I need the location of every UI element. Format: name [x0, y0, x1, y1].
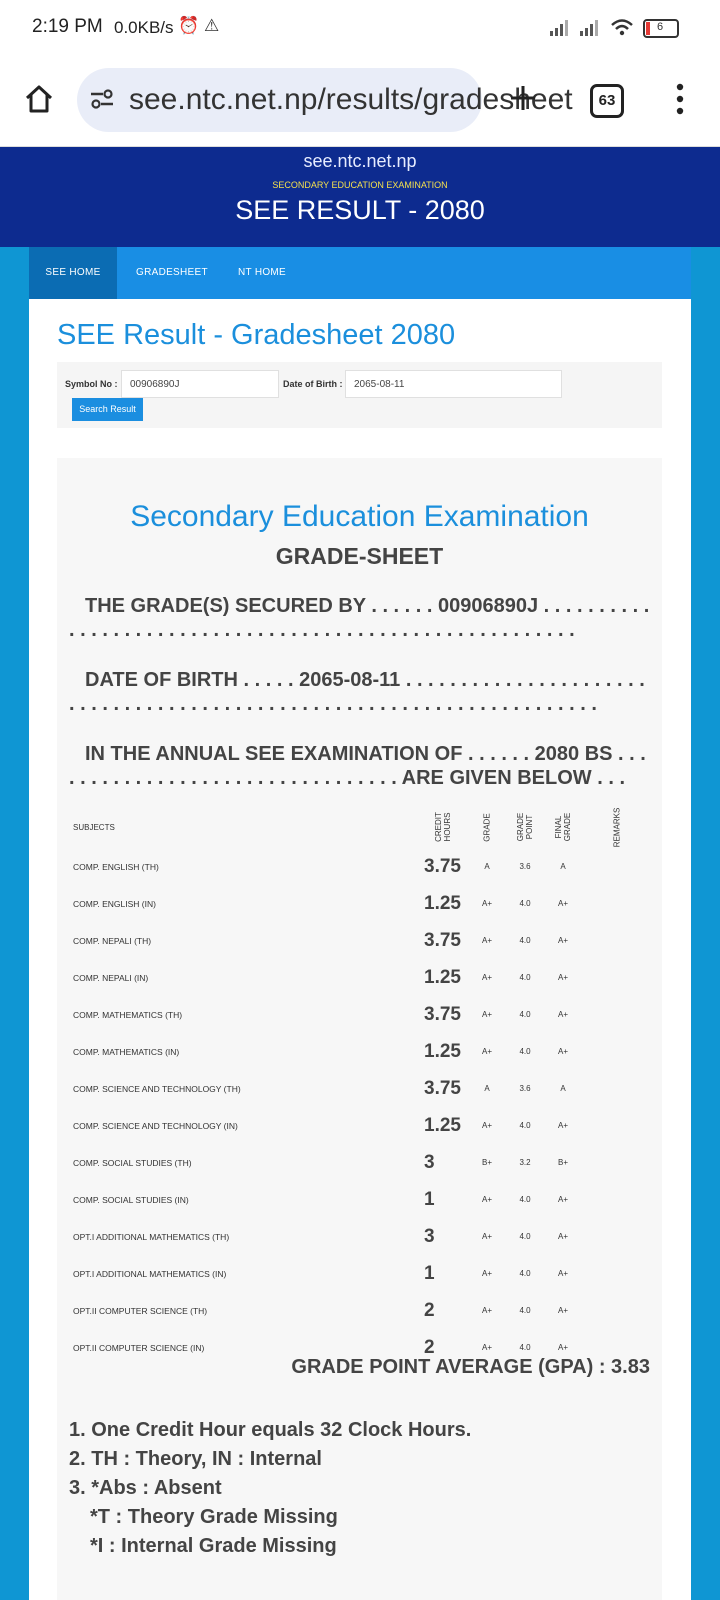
url-text[interactable]: see.ntc.net.np/results/gradesheet: [129, 83, 573, 116]
credit-cell: 1.25: [424, 966, 461, 988]
dob-input[interactable]: [345, 370, 562, 398]
remarks-cell: [582, 1107, 652, 1144]
grade-point-cell: 4.0: [519, 973, 531, 982]
col-remarks: REMARKS: [612, 807, 622, 847]
credit-cell: 1.25: [424, 1114, 461, 1136]
nav-see-home[interactable]: SEE HOME: [29, 247, 117, 299]
final-grade-cell: A+: [557, 1047, 568, 1056]
grade-cell: A: [484, 862, 490, 871]
grade-cell: A+: [481, 1010, 492, 1019]
final-grade-cell: A+: [557, 1306, 568, 1315]
remarks-cell: [582, 1144, 652, 1181]
address-bar[interactable]: [77, 68, 573, 132]
note-3: 3. *Abs : Absent: [69, 1477, 222, 1499]
subject-cell: COMP. NEPALI (TH): [73, 935, 152, 946]
grade-point-cell: 4.0: [519, 1343, 531, 1352]
gradesheet-heading: Secondary Education Examination: [130, 500, 589, 533]
credit-cell: 3.75: [424, 1003, 461, 1025]
credit-cell: 3: [424, 1151, 435, 1173]
status-bar: [0, 0, 720, 56]
table-row: [63, 1070, 652, 1107]
table-row: [63, 996, 652, 1033]
table-row: [63, 885, 652, 922]
dob-line: DATE OF BIRTH . . . . . 2065-08-11 . . . . . . . . . . . . . . . . . . . . . . . . . . . . . . . . . . . . . . . . . . . . . . . . . . . . . . . . . . . . . . . . . . . . . .: [69, 669, 645, 715]
grade-point-cell: 4.0: [519, 1121, 531, 1130]
credit-cell: 3.75: [424, 929, 461, 951]
grade-point-cell: 3.6: [519, 862, 531, 871]
grade-point-cell: 4.0: [519, 1195, 531, 1204]
nav-nt-home[interactable]: NT HOME: [238, 267, 287, 278]
final-grade-cell: A+: [557, 1269, 568, 1278]
gradesheet-subheading: GRADE-SHEET: [275, 543, 444, 569]
grade-cell: A+: [481, 1269, 492, 1278]
subject-cell: COMP. MATHEMATICS (IN): [73, 1046, 180, 1057]
status-time: 2:19 PM: [32, 16, 103, 37]
symbol-input[interactable]: [121, 370, 279, 398]
grades-table: [63, 806, 652, 1366]
remarks-cell: [582, 922, 652, 959]
remarks-cell: [582, 885, 652, 922]
battery-icon: [643, 19, 679, 38]
content-panel: [29, 299, 691, 1600]
credit-cell: 1: [424, 1262, 435, 1284]
grade-cell: A+: [481, 1195, 492, 1204]
grade-cell: A+: [481, 973, 492, 982]
remarks-cell: [582, 1255, 652, 1292]
table-row: [63, 922, 652, 959]
subject-cell: COMP. ENGLISH (TH): [73, 861, 159, 872]
final-grade-cell: A+: [557, 1232, 568, 1241]
table-row: [63, 1181, 652, 1218]
grade-cell: B+: [481, 1158, 492, 1167]
signal-icon: [550, 20, 572, 36]
credit-cell: 1.25: [424, 1040, 461, 1062]
col-credit-hours: CREDIT HOURS: [434, 812, 452, 842]
browser-toolbar: [0, 56, 720, 147]
remarks-cell: [582, 1033, 652, 1070]
credit-cell: 3: [424, 1225, 435, 1247]
site-settings-icon[interactable]: [89, 86, 115, 112]
remarks-cell: [582, 996, 652, 1033]
grade-point-cell: 4.0: [519, 1047, 531, 1056]
subject-cell: OPT.II COMPUTER SCIENCE (TH): [73, 1305, 208, 1316]
table-row: [63, 1033, 652, 1070]
grade-cell: A+: [481, 1121, 492, 1130]
grade-point-cell: 4.0: [519, 1269, 531, 1278]
site-name: see.ntc.net.np: [303, 151, 417, 171]
table-row: [63, 848, 652, 885]
final-grade-cell: A+: [557, 1343, 568, 1352]
grade-point-cell: 4.0: [519, 1232, 531, 1241]
warning-icon: ⚠: [204, 16, 220, 35]
credit-cell: 1.25: [424, 892, 461, 914]
home-icon[interactable]: [23, 83, 55, 115]
remarks-cell: [582, 1292, 652, 1329]
credit-cell: 1: [424, 1188, 435, 1210]
remarks-cell: [582, 1070, 652, 1107]
site-header: [0, 147, 720, 247]
remarks-cell: [582, 1181, 652, 1218]
final-grade-cell: A: [560, 1084, 566, 1093]
subject-cell: OPT.I ADDITIONAL MATHEMATICS (TH): [73, 1231, 230, 1242]
gpa-line: GRADE POINT AVERAGE (GPA) : 3.83: [291, 1356, 650, 1378]
grade-point-cell: 4.0: [519, 1306, 531, 1315]
note-2: 2. TH : Theory, IN : Internal: [69, 1448, 322, 1470]
credit-cell: 2: [424, 1299, 435, 1321]
symbol-label: Symbol No :: [65, 379, 118, 389]
battery-level: 6: [657, 21, 664, 33]
subject-cell: COMP. ENGLISH (IN): [73, 898, 156, 909]
remarks-cell: [582, 848, 652, 885]
search-result-button[interactable]: Search Result: [72, 398, 143, 421]
tab-switcher-button[interactable]: 63: [590, 84, 624, 118]
network-speed: 0.0KB/s: [114, 18, 174, 37]
final-grade-cell: A+: [557, 899, 568, 908]
grade-point-cell: 4.0: [519, 1010, 531, 1019]
main-nav: [29, 247, 691, 299]
subject-cell: COMP. SCIENCE AND TECHNOLOGY (TH): [73, 1083, 241, 1094]
col-subjects: SUBJECTS: [73, 822, 115, 832]
secured-by-line: THE GRADE(S) SECURED BY . . . . . . 00906890J . . . . . . . . . . . . . . . . . . . . . . . . . . . . . . . . . . . . . . . . . . . . . . . . . . . . . . . .: [69, 595, 650, 641]
table-row: [63, 1255, 652, 1292]
grade-point-cell: 4.0: [519, 899, 531, 908]
grade-sheet: [57, 458, 662, 1600]
credit-cell: 2: [424, 1336, 435, 1358]
more-menu-icon[interactable]: [674, 83, 686, 115]
grade-point-cell: 3.2: [519, 1158, 531, 1167]
credit-cell: 3.75: [424, 1077, 461, 1099]
table-row: [63, 1107, 652, 1144]
header-title: SEE RESULT - 2080: [235, 195, 485, 225]
grade-cell: A: [484, 1084, 490, 1093]
final-grade-cell: A: [560, 862, 566, 871]
remarks-cell: [582, 1218, 652, 1255]
final-grade-cell: A+: [557, 1010, 568, 1019]
subject-cell: COMP. SCIENCE AND TECHNOLOGY (IN): [73, 1120, 238, 1131]
final-grade-cell: A+: [557, 973, 568, 982]
nav-gradesheet[interactable]: GRADESHEET: [136, 267, 208, 278]
notes: [69, 1416, 471, 1561]
grade-cell: A+: [481, 1343, 492, 1352]
grade-cell: A+: [481, 936, 492, 945]
final-grade-cell: A+: [557, 1121, 568, 1130]
final-grade-cell: B+: [557, 1158, 568, 1167]
subject-cell: COMP. SOCIAL STUDIES (TH): [73, 1157, 192, 1168]
note-1: 1. One Credit Hour equals 32 Clock Hours.: [69, 1419, 472, 1441]
subject-cell: COMP. MATHEMATICS (TH): [73, 1009, 183, 1020]
credit-cell: 3.75: [424, 855, 461, 877]
grade-cell: A+: [481, 1232, 492, 1241]
subject-cell: OPT.I ADDITIONAL MATHEMATICS (IN): [73, 1268, 227, 1279]
exam-line: IN THE ANNUAL SEE EXAMINATION OF . . . . . . 2080 BS . . . . . . . . . . . . . . . . . . . . . . . . . . . . . . . . . ARE GIVEN BELOW . . .: [69, 743, 646, 789]
wifi-icon: [610, 18, 634, 36]
final-grade-cell: A+: [557, 936, 568, 945]
search-form: [57, 362, 662, 428]
table-row: [63, 1218, 652, 1255]
subject-cell: COMP. NEPALI (IN): [73, 972, 149, 983]
note-4: *T : Theory Grade Missing: [90, 1506, 338, 1528]
grade-point-cell: 4.0: [519, 936, 531, 945]
col-grade-point: GRADE POINT: [516, 812, 534, 842]
alarm-off-icon: ⏰: [178, 16, 200, 35]
col-final-grade: FINAL GRADE: [554, 812, 572, 842]
final-grade-cell: A+: [557, 1195, 568, 1204]
grade-point-cell: 3.6: [519, 1084, 531, 1093]
table-header-row: [63, 806, 652, 848]
remarks-cell: [582, 959, 652, 996]
page-title: SEE Result - Gradesheet 2080: [57, 319, 456, 351]
grade-cell: A+: [481, 1047, 492, 1056]
dob-label: Date of Birth :: [283, 379, 343, 389]
note-5: *I : Internal Grade Missing: [90, 1535, 337, 1557]
signal-icon-2: [580, 20, 602, 36]
col-grade: GRADE: [482, 812, 492, 842]
subject-cell: COMP. SOCIAL STUDIES (IN): [73, 1194, 189, 1205]
grade-cell: A+: [481, 899, 492, 908]
table-row: [63, 959, 652, 996]
grade-cell: A+: [481, 1306, 492, 1315]
table-row: [63, 1292, 652, 1329]
exam-name: SECONDARY EDUCATION EXAMINATION: [272, 180, 448, 190]
subject-cell: OPT.II COMPUTER SCIENCE (IN): [73, 1342, 205, 1353]
table-row: [63, 1144, 652, 1181]
new-tab-icon[interactable]: [509, 84, 537, 112]
